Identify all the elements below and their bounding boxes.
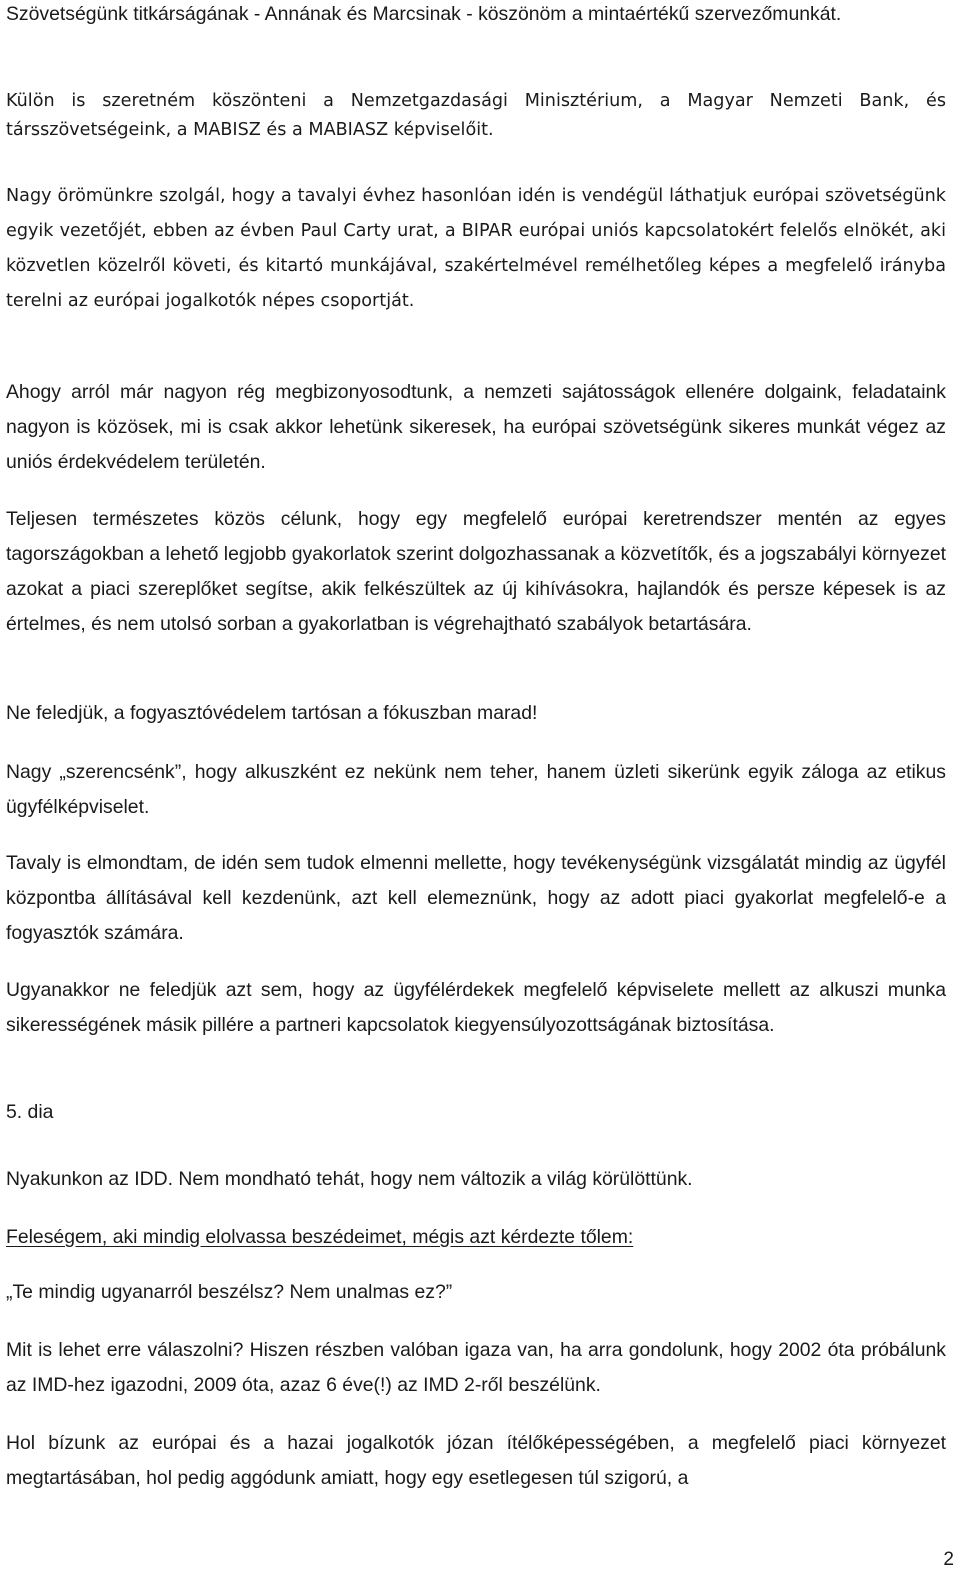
paragraph-wife-question: Feleségem, aki mindig elolvassa beszédeimet, mégis azt kérdezte tőlem:	[6, 1226, 634, 1248]
paragraph-common-tasks: Ahogy arról már nagyon rég megbizonyosodtunk, a nemzeti sajátosságok ellenére dolgaink, feladataink nagyon is közösek, mi is csak akkor lehetünk sikeresek, ha európai szövetségünk sikeres munkát végez az uniós érdekvédelem területén.	[6, 381, 946, 473]
paragraph-luck-ethics: Nagy „szerencsénk”, hogy alkuszként ez nekünk nem teher, hanem üzleti sikerünk egyik záloga az etikus ügyfélképviselet.	[6, 761, 946, 818]
paragraph-consumer-protection: Ne feledjük, a fogyasztóvédelem tartósan a fókuszban marad!	[6, 702, 538, 724]
page-number: 2	[943, 1549, 954, 1570]
paragraph-imd-since-2002: Mit is lehet erre válaszolni? Hiszen részben valóban igaza van, ha arra gondolunk, hogy 2002 óta próbálunk az IMD-hez igazodni, 2009 óta, azaz 6 éve(!) az IMD 2-ről beszélünk.	[6, 1339, 946, 1396]
paragraph-guest-paul-carty: Nagy örömünkre szolgál, hogy a tavalyi évhez hasonlóan idén is vendégül láthatjuk európai szövetségünk egyik vezetőjét, ebben az évben Paul Carty urat, a BIPAR európai uniós kapcsolatokért felelős elnökét, aki közvetlen közelről követi, és kitartó munkájával, szakértelmével remélhetőleg képes a megfelelő irányba terelni az európai jogalkotók népes csoportját.	[6, 186, 946, 311]
paragraph-trust-legislators: Hol bízunk az európai és a hazai jogalkotók józan ítélőképességében, a megfelelő piaci környezet megtartásában, hol pedig aggódunk amiatt, hogy egy esetlegesen túl szigorú, a	[6, 1432, 946, 1489]
paragraph-partner-relations: Ugyanakkor ne feledjük azt sem, hogy az ügyfélérdekek megfelelő képviselete mellett az alkuszi munka sikerességének másik pillére a partneri kapcsolatok kiegyensúlyozottságának biztosítása.	[6, 979, 946, 1036]
paragraph-idd: Nyakunkon az IDD. Nem mondható tehát, hogy nem változik a világ körülöttünk.	[6, 1168, 693, 1190]
slide-marker: 5. dia	[6, 1101, 54, 1123]
paragraph-thanks-secretariat: Szövetségünk titkárságának - Annának és Marcsinak - köszönöm a mintaértékű szervezőmunkát.	[6, 3, 842, 25]
paragraph-european-framework: Teljesen természetes közös célunk, hogy egy megfelelő európai keretrendszer mentén az egyes tagországokban a lehető legjobb gyakorlatok szerint dolgozhassanak a közvetítők, és a jogszabályi környezet azokat a piaci szereplőket segítse, akik felkészültek az új kihívásokra, hajlandók és persze képesek is az értelmes, és nem utolsó sorban a gyakorlatban is végrehajtható szabályok betartására.	[6, 508, 946, 635]
paragraph-client-centered: Tavaly is elmondtam, de idén sem tudok elmenni mellette, hogy tevékenységünk vizsgálatát mindig az ügyfél központba állításával kell kezdenünk, azt kell elemeznünk, hogy az adott piaci gyakorlat megfelelő-e a fogyasztók számára.	[6, 852, 946, 944]
paragraph-greeting-institutions: Külön is szeretném köszönteni a Nemzetgazdasági Minisztérium, a Magyar Nemzeti Bank, és társszövetségeink, a MABISZ és a MABIASZ képviselőit.	[6, 91, 946, 140]
paragraph-quote: „Te mindig ugyanarról beszélsz? Nem unalmas ez?”	[6, 1281, 453, 1303]
